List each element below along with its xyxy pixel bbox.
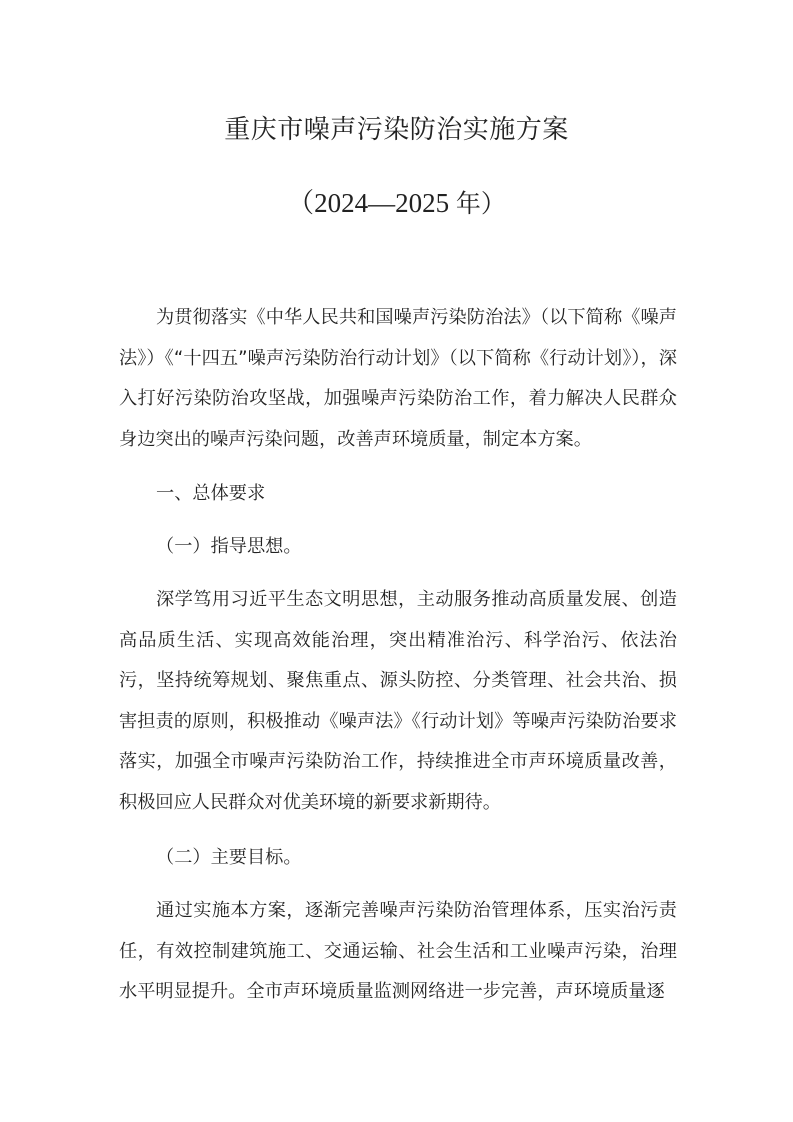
- intro-paragraph: 为贯彻落实《中华人民共和国噪声污染防治法》（以下简称《噪声法》）《“十四五”噪声污染防治行动计划》（以下简称《行动计划》），深入打好污染防治攻坚战，加强噪声污染防治工作，着力解决人民群众身边突出的噪声污染问题，改善声环境质量，制定本方案。: [119, 307, 677, 450]
- subtitle-year-char: 年: [455, 189, 481, 218]
- subtitle-close: ）: [480, 189, 506, 218]
- document-title: 重庆市噪声污染防治实施方案: [224, 115, 569, 145]
- subsection-heading-main-goals: （二）主要目标。: [156, 847, 302, 868]
- main-goals-paragraph: 通过实施本方案，逐渐完善噪声污染防治管理体系，压实治污责任，有效控制建筑施工、交通运输、社会生活和工业噪声污染，治理水平明显提升。全市声环境质量监测网络进一步完善，声环境质量逐: [119, 900, 677, 1002]
- subtitle-period: （2024—2025: [287, 188, 450, 218]
- subsection-heading-guiding-thought: （一）指导思想。: [156, 536, 302, 557]
- guiding-thought-paragraph: 深学笃用习近平生态文明思想，主动服务推动高质量发展、创造高品质生活、实现高效能治理，突出精准治污、科学治污、依法治污，坚持统筹规划、聚焦重点、源头防控、分类管理、社会共治、损害担责的原则，积极推动《噪声法》《行动计划》等噪声污染防治要求落实，加强全市噪声污染防治工作，持续推进全市声环境质量改善，积极回应人民群众对优美环境的新要求新期待。: [119, 589, 677, 813]
- document-subtitle: [0, 185, 793, 222]
- section-heading-general-requirements: 一、总体要求: [156, 483, 266, 504]
